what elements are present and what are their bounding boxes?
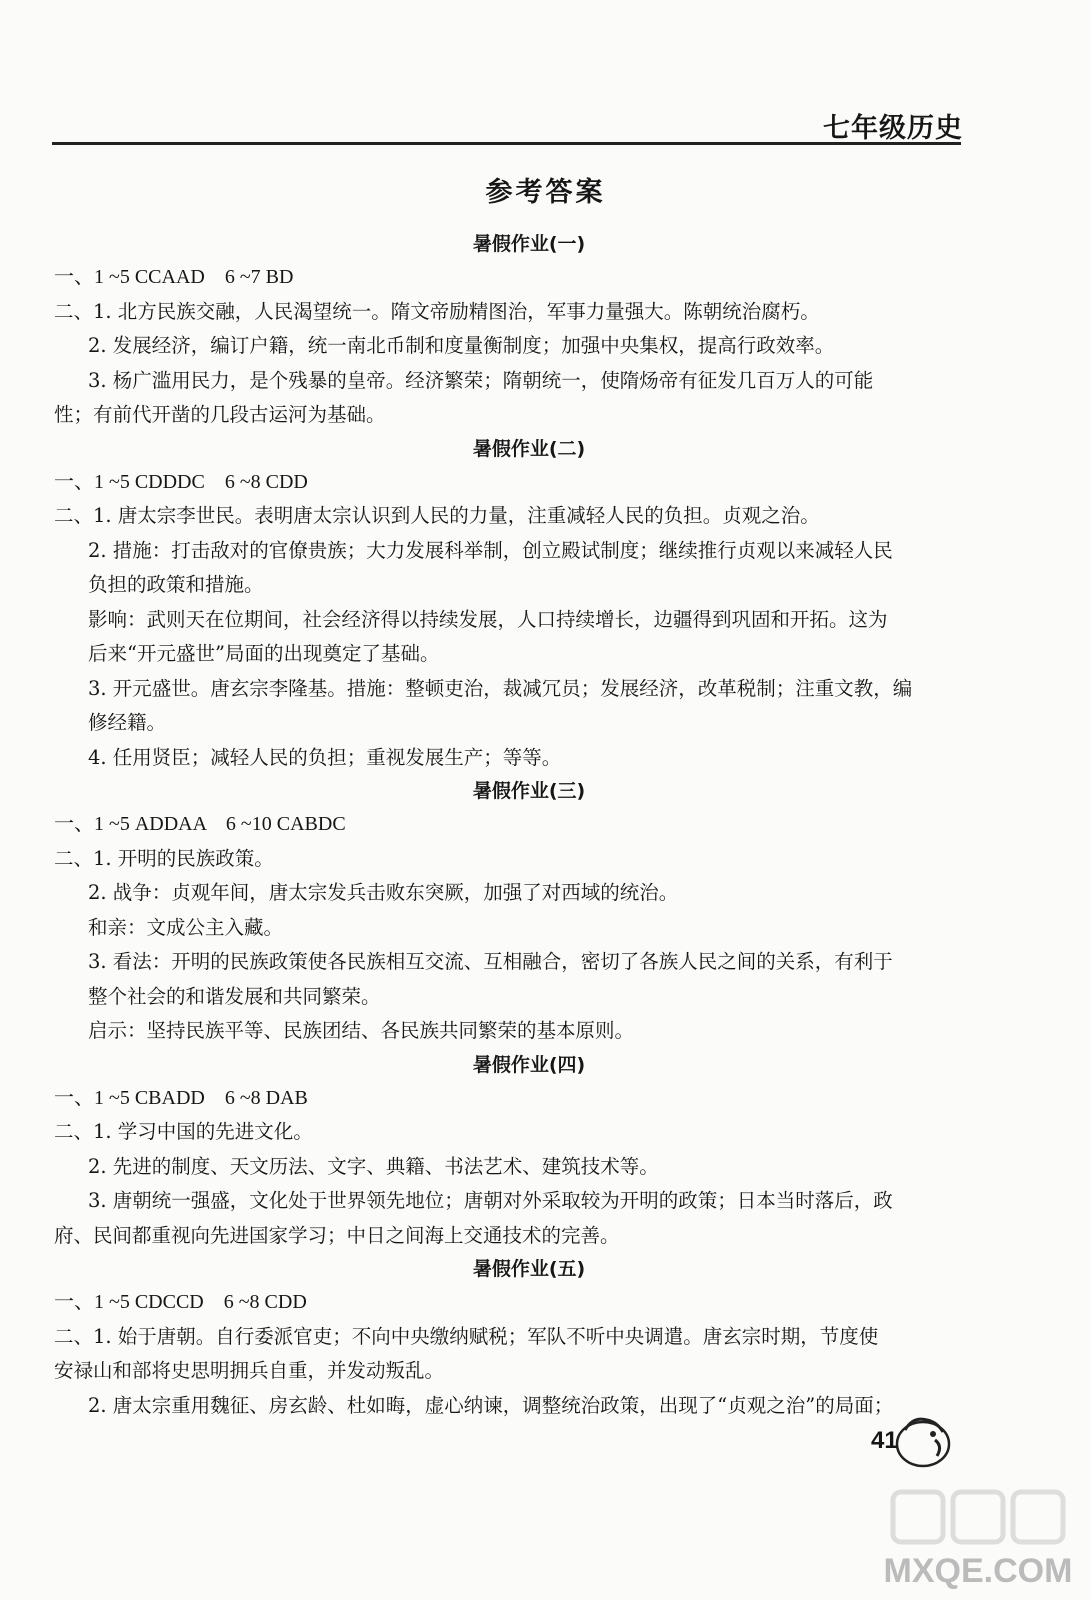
answer-line: 二、1. 始于唐朝。自行委派官吏；不向中央缴纳赋税；军队不听中央调遣。唐玄宗时期，节度使 — [54, 1324, 879, 1348]
answer-content — [54, 228, 964, 1423]
answer-line: 3. 杨广滥用民力，是个残暴的皇帝。经济繁荣；隋朝统一，使隋炀帝有征发几百万人的可能 — [88, 368, 874, 392]
answer-line: 二、1. 北方民族交融，人民渴望统一。隋文帝励精图治，军事力量强大。陈朝统治腐朽。 — [54, 299, 820, 323]
choice-answers: 一、1 ~5 CDDDC 6 ~8 CDD — [54, 470, 308, 493]
header-rule — [52, 142, 961, 145]
header-subject: 七年级历史 — [823, 113, 963, 144]
section-title: 暑假作业(四) — [472, 1053, 586, 1076]
answer-line: 3. 看法：开明的民族政策使各民族相互交流、互相融合，密切了各族人民之间的关系，有利于 — [88, 950, 893, 973]
answer-line: 性；有前代开凿的几段古运河为基础。 — [54, 403, 386, 426]
answer-line: 后来“开元盛世”局面的出现奠定了基础。 — [88, 642, 440, 665]
answer-line: 2. 先进的制度、天文历法、文字、典籍、书法艺术、建筑技术等。 — [88, 1154, 659, 1178]
section-title: 暑假作业(一) — [472, 233, 586, 255]
answer-line: 3. 开元盛世。唐玄宗李隆基。措施：整顿吏治，裁减冗员；发展经济，改革税制；注重文教，编 — [88, 676, 913, 700]
answer-line: 和亲：文成公主入藏。 — [88, 915, 284, 939]
answer-line: 4. 任用贤臣；减轻人民的负担；重视发展生产；等等。 — [88, 745, 562, 769]
watermark-text: MXQE.COM — [883, 1552, 1073, 1590]
answer-line: 2. 发展经济，编订户籍，统一南北币制和度量衡制度；加强中央集权，提高行政效率。 — [88, 334, 835, 357]
answer-line: 影响：武则天在位期间，社会经济得以持续发展，人口持续增长，边疆得到巩固和开拓。这为 — [88, 607, 888, 631]
answer-line: 二、1. 开明的民族政策。 — [54, 846, 274, 870]
section-title: 暑假作业(三) — [472, 780, 586, 802]
page-number: 41 — [871, 1427, 898, 1454]
answer-line: 3. 唐朝统一强盛，文化处于世界领先地位；唐朝对外采取较为开明的政策；日本当时落后，政 — [88, 1189, 893, 1212]
answer-line: 2. 战争：贞观年间，唐太宗发兵击败东突厥，加强了对西域的统治。 — [88, 881, 679, 904]
answer-line: 二、1. 学习中国的先进文化。 — [54, 1120, 313, 1143]
answer-line: 整个社会的和谐发展和共同繁荣。 — [88, 984, 381, 1008]
answer-line: 2. 唐太宗重用魏征、房玄龄、杜如晦，虚心纳谏，调整统治政策，出现了“贞观之治”的局面； — [88, 1393, 894, 1417]
answer-line: 安禄山和部将史思明拥兵自重，并发动叛乱。 — [54, 1359, 445, 1382]
answer-line: 二、1. 唐太宗李世民。表明唐太宗认识到人民的力量，注重减轻人民的负担。贞观之治。 — [54, 504, 820, 527]
page-number-decoration-icon — [893, 1410, 957, 1472]
answer-line: 府、民间都重视向先进国家学习；中日之间海上交通技术的完善。 — [54, 1223, 620, 1247]
choice-answers: 一、1 ~5 CBADD 6 ~8 DAB — [54, 1086, 308, 1109]
answer-line: 2. 措施：打击敌对的官僚贵族；大力发展科举制，创立殿试制度；继续推行贞观以来减轻人民 — [88, 538, 893, 562]
section-title: 暑假作业(五) — [472, 1258, 586, 1280]
section-title: 暑假作业(二) — [472, 437, 586, 460]
page-title: 参考答案 — [485, 177, 606, 208]
watermark-logo — [873, 1484, 1083, 1594]
choice-answers: 一、1 ~5 CDCCD 6 ~8 CDD — [54, 1291, 307, 1313]
answer-line: 负担的政策和措施。 — [88, 573, 264, 596]
choice-answers: 一、1 ~5 ADDAA 6 ~10 CABDC — [54, 813, 346, 835]
choice-answers: 一、1 ~5 CCAAD 6 ~7 BD — [54, 266, 294, 288]
answer-line: 启示：坚持民族平等、民族团结、各民族共同繁荣的基本原则。 — [88, 1019, 635, 1042]
answer-line: 修经籍。 — [88, 711, 167, 734]
